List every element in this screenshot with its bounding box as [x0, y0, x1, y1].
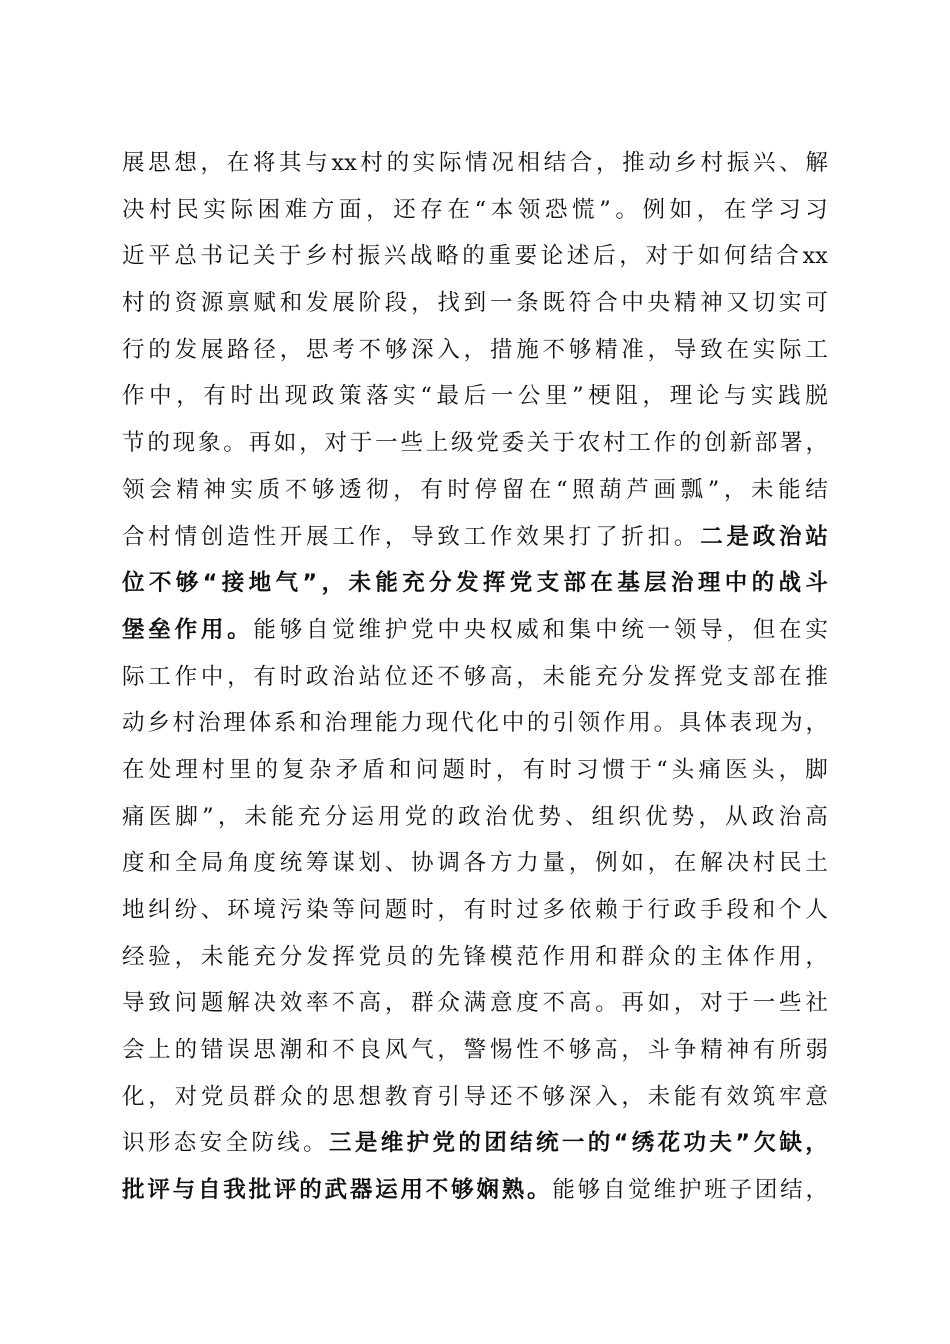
text-line [122, 467, 828, 514]
text-line [122, 560, 828, 607]
text-line [122, 700, 828, 747]
text-line [122, 934, 828, 981]
text-line-content: 导 致 问 题 解 决 效 率 不 高 ， 群 众 满 意 度 不 高 。 再 如 ， 对 于 一 些 社 [122, 990, 828, 1017]
text-line-content: 度 和 全 局 角 度 统 筹 谋 划 、 协 调 各 方 力 量 ， 例 如 ， 在 解 决 村 民 土 [122, 850, 828, 877]
text-line-content: 决 村 民 实 际 困 难 方 面 ， 还 存 在 “ 本 领 恐 慌 ” 。 例 如 ， 在 学 习 习 [122, 196, 828, 223]
text-line-content: 堡 垒 作 用 。 能 够 自 觉 维 护 党 中 央 权 威 和 集 中 统 一 领 导 ， 但 在 实 [122, 616, 828, 643]
text-line [122, 747, 828, 794]
text-line-content: 痛 医 脚 ” ， 未 能 充 分 运 用 党 的 政 治 优 势 、 组 织 优 势 ， 从 政 治 高 [122, 803, 828, 830]
text-line [122, 887, 828, 934]
text-line [122, 280, 828, 327]
text-line [122, 1027, 828, 1074]
text-line-content: 作 中 ， 有 时 出 现 政 策 落 实 “ 最 后 一 公 里 ” 梗 阻 ， 理 论 与 实 践 脱 [122, 383, 828, 410]
text-line-content: 村 的 资 源 禀 赋 和 发 展 阶 段 ， 找 到 一 条 既 符 合 中 央 精 神 又 切 实 可 [122, 290, 828, 317]
text-line-content: 合 村 情 创 造 性 开 展 工 作 ， 导 致 工 作 效 果 打 了 折 扣 。 二 是 政 治 站 [122, 523, 828, 550]
text-line [122, 1167, 828, 1214]
body-text [122, 140, 828, 1214]
text-line-content: 化 ， 对 党 员 群 众 的 思 想 教 育 引 导 还 不 够 深 入 ， 未 能 有 效 筑 牢 意 [122, 1083, 828, 1110]
text-line [122, 1120, 828, 1167]
text-line [122, 140, 828, 187]
text-line-content: 近 平 总 书 记 关 于 乡 村 振 兴 战 略 的 重 要 论 述 后 ， 对 于 如 何 结 合 xx [122, 243, 828, 270]
text-line [122, 840, 828, 887]
text-line [122, 607, 828, 654]
text-line-content: 节 的 现 象 。 再 如 ， 对 于 一 些 上 级 党 委 关 于 农 村 工 作 的 创 新 部 署 ， [122, 430, 828, 457]
text-line [122, 654, 828, 701]
text-line-content: 际 工 作 中 ， 有 时 政 治 站 位 还 不 够 高 ， 未 能 充 分 发 挥 党 支 部 在 推 [122, 663, 828, 690]
text-line-content: 经 验 ， 未 能 充 分 发 挥 党 员 的 先 锋 模 范 作 用 和 群 众 的 主 体 作 用 ， [122, 943, 828, 970]
text-line [122, 233, 828, 280]
text-line-content: 展 思 想 ， 在 将 其 与 xx 村 的 实 际 情 况 相 结 合 ， 推 动 乡 村 振 兴 、 解 [122, 150, 828, 176]
text-line [122, 420, 828, 467]
text-line [122, 327, 828, 374]
text-line-content: 地 纠 纷 、 环 境 污 染 等 问 题 时 ， 有 时 过 多 依 赖 于 行 政 手 段 和 个 人 [122, 897, 828, 923]
text-line-content: 领 会 精 神 实 质 不 够 透 彻 ， 有 时 停 留 在 “ 照 葫 芦 画 瓢 ” ， 未 能 结 [122, 476, 828, 503]
text-line [122, 980, 828, 1027]
text-line [122, 1074, 828, 1121]
text-line [122, 794, 828, 841]
text-line-content: 在 处 理 村 里 的 复 杂 矛 盾 和 问 题 时 ， 有 时 习 惯 于 “ 头 痛 医 头 ， 脚 [122, 756, 828, 783]
text-line [122, 187, 828, 234]
text-line [122, 514, 828, 561]
text-line-content: 批 评 与 自 我 批 评 的 武 器 运 用 不 够 娴 熟 。 能 够 自 觉 维 护 班 子 团 结 ， [122, 1177, 828, 1204]
text-line-content: 识 形 态 安 全 防 线 。 三 是 维 护 党 的 团 结 统 一 的 “ 绣 花 功 夫 ” 欠 缺 ， [122, 1130, 828, 1157]
text-line-content: 会 上 的 错 误 思 潮 和 不 良 风 气 ， 警 惕 性 不 够 高 ， 斗 争 精 神 有 所 弱 [122, 1037, 828, 1064]
text-line-content: 位 不 够 “ 接 地 气 ” ， 未 能 充 分 发 挥 党 支 部 在 基 层 治 理 中 的 战 斗 [122, 570, 828, 597]
text-line-content: 行 的 发 展 路 径 ， 思 考 不 够 深 入 ， 措 施 不 够 精 准 ， 导 致 在 实 际 工 [122, 336, 828, 363]
text-line-content: 动 乡 村 治 理 体 系 和 治 理 能 力 现 代 化 中 的 引 领 作 用 。 具 体 表 现 为 ， [122, 710, 828, 737]
text-line [122, 373, 828, 420]
